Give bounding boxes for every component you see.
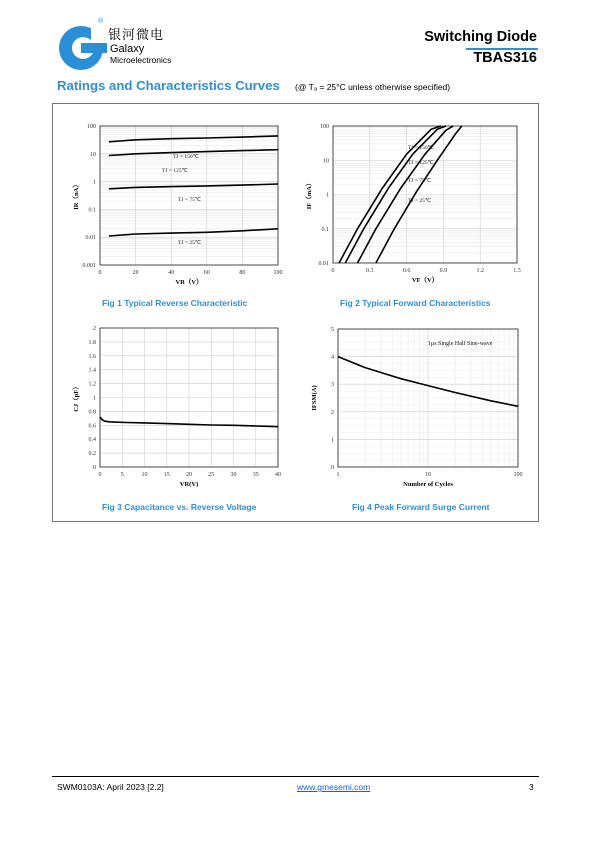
x-axis-label: Number of Cycles	[403, 481, 453, 488]
x-tick-label: 35	[252, 472, 259, 478]
y-tick-label: 1	[93, 179, 96, 186]
chart-annotation: 1μs Single Half Sine-wave	[428, 341, 493, 347]
y-tick-label: 5	[331, 327, 334, 333]
x-tick-label: 0	[331, 268, 335, 274]
series-label-4: TJ = 25℃	[408, 198, 432, 204]
x-axis-label: VR(V)	[179, 481, 199, 488]
y-tick-label: 0.6	[88, 423, 96, 430]
y-tick-label: 3	[331, 382, 334, 389]
x-tick-label: 100	[273, 270, 283, 276]
company-name-line1: Galaxy	[110, 43, 145, 55]
series-line-1	[109, 136, 278, 142]
x-tick-label: 1	[336, 472, 340, 478]
fig4-surge-current-chart	[298, 320, 530, 496]
x-tick-label: 5	[120, 472, 124, 478]
x-tick-label: 60	[203, 270, 210, 276]
fig2-caption: Fig 2 Typical Forward Characteristics	[340, 298, 491, 308]
series-label-3: TJ = 75℃	[178, 197, 202, 203]
x-axis-label: VR（V）	[175, 279, 203, 286]
x-tick-label: 20	[132, 270, 139, 276]
registered-mark: ®	[98, 18, 104, 25]
x-axis-label: VF（V）	[411, 277, 439, 284]
x-tick-label: 10	[141, 472, 148, 478]
x-tick-label: 30	[230, 472, 237, 478]
x-tick-label: 0.6	[402, 268, 411, 274]
y-tick-label: 0.1	[321, 226, 329, 233]
footer-divider	[52, 776, 539, 777]
y-axis-label: IFSM(A)	[311, 385, 318, 411]
x-tick-label: 40	[168, 270, 175, 276]
series-label-3: TJ = 75℃	[408, 178, 432, 184]
y-tick-label: 0.01	[318, 261, 329, 267]
series-label-1: TJ = 150℃	[173, 154, 199, 160]
y-tick-label: 1.6	[88, 353, 96, 360]
y-tick-label: 0.1	[88, 207, 96, 214]
y-axis-label: IF（mA）	[306, 179, 313, 210]
y-tick-label: 0.01	[85, 235, 96, 242]
y-tick-label: 10	[90, 151, 96, 158]
series-label-2: TJ = 125℃	[408, 160, 434, 166]
y-tick-label: 1	[326, 192, 329, 199]
series-label-4: TJ = 25℃	[178, 240, 202, 246]
y-tick-label: 100	[87, 124, 96, 130]
y-tick-label: 2	[93, 326, 96, 332]
y-tick-label: 0.8	[88, 409, 96, 416]
y-tick-label: 0.4	[88, 437, 96, 444]
y-tick-label: 1.2	[88, 381, 96, 388]
y-tick-label: 1	[93, 395, 96, 402]
x-tick-label: 100	[513, 472, 523, 478]
fig3-caption: Fig 3 Capacitance vs. Reverse Voltage	[102, 502, 257, 512]
series-line-4	[109, 229, 278, 236]
x-tick-label: 0.9	[439, 268, 448, 274]
series-label-1: TJ = 150℃	[408, 145, 434, 151]
x-tick-label: 40	[275, 472, 281, 478]
y-tick-label: 4	[331, 354, 334, 361]
fig3-capacitance-chart	[58, 320, 290, 496]
section-conditions: (@ Tₐ = 25°C unless otherwise specified)	[295, 82, 451, 92]
x-tick-label: 0	[98, 270, 102, 276]
document-title: Switching Diode	[424, 29, 537, 45]
x-tick-label: 20	[186, 472, 192, 478]
fig1-reverse-characteristic-chart	[58, 116, 290, 292]
y-tick-label: 10	[323, 158, 329, 165]
y-axis-label: CJ（pF）	[73, 383, 80, 412]
company-name-line2: Microelectronics	[110, 55, 172, 65]
x-tick-label: 15	[163, 472, 170, 478]
company-name-cn: 银河微电	[108, 28, 165, 43]
x-tick-label: 80	[239, 270, 246, 276]
y-tick-label: 1.8	[88, 339, 96, 346]
y-tick-label: 1	[331, 437, 334, 444]
y-tick-label: 1.4	[88, 367, 96, 374]
fig1-caption: Fig 1 Typical Reverse Characteristic	[102, 298, 248, 308]
y-tick-label: 0	[93, 465, 96, 471]
y-tick-label: 0	[331, 465, 334, 471]
x-tick-label: 1.2	[476, 268, 484, 274]
x-tick-label: 10	[425, 472, 431, 478]
footer-doc-code: SWM0103A: April 2023 [2.2]	[57, 782, 164, 792]
y-tick-label: 0.2	[88, 451, 96, 458]
fig4-caption: Fig 4 Peak Forward Surge Current	[352, 502, 490, 512]
galaxy-logo-icon	[55, 22, 107, 74]
x-tick-label: 1.5	[513, 268, 521, 274]
y-tick-label: 2	[331, 409, 334, 416]
y-tick-label: 0.001	[82, 263, 96, 269]
y-axis-label: IR（nA）	[73, 181, 80, 210]
series-line-3	[109, 184, 278, 189]
x-tick-label: 0	[98, 472, 102, 478]
fig2-forward-characteristic-chart	[298, 116, 530, 292]
footer-website-link[interactable]: www.gmesemi.com	[297, 782, 371, 792]
footer-page-number: 3	[529, 782, 534, 792]
x-tick-label: 0.3	[366, 268, 374, 274]
series-label-2: TJ = 125℃	[162, 168, 188, 174]
section-title: Ratings and Characteristics Curves	[57, 78, 280, 93]
x-tick-label: 25	[208, 472, 215, 478]
part-number: TBAS316	[473, 50, 537, 66]
y-tick-label: 100	[320, 124, 329, 130]
